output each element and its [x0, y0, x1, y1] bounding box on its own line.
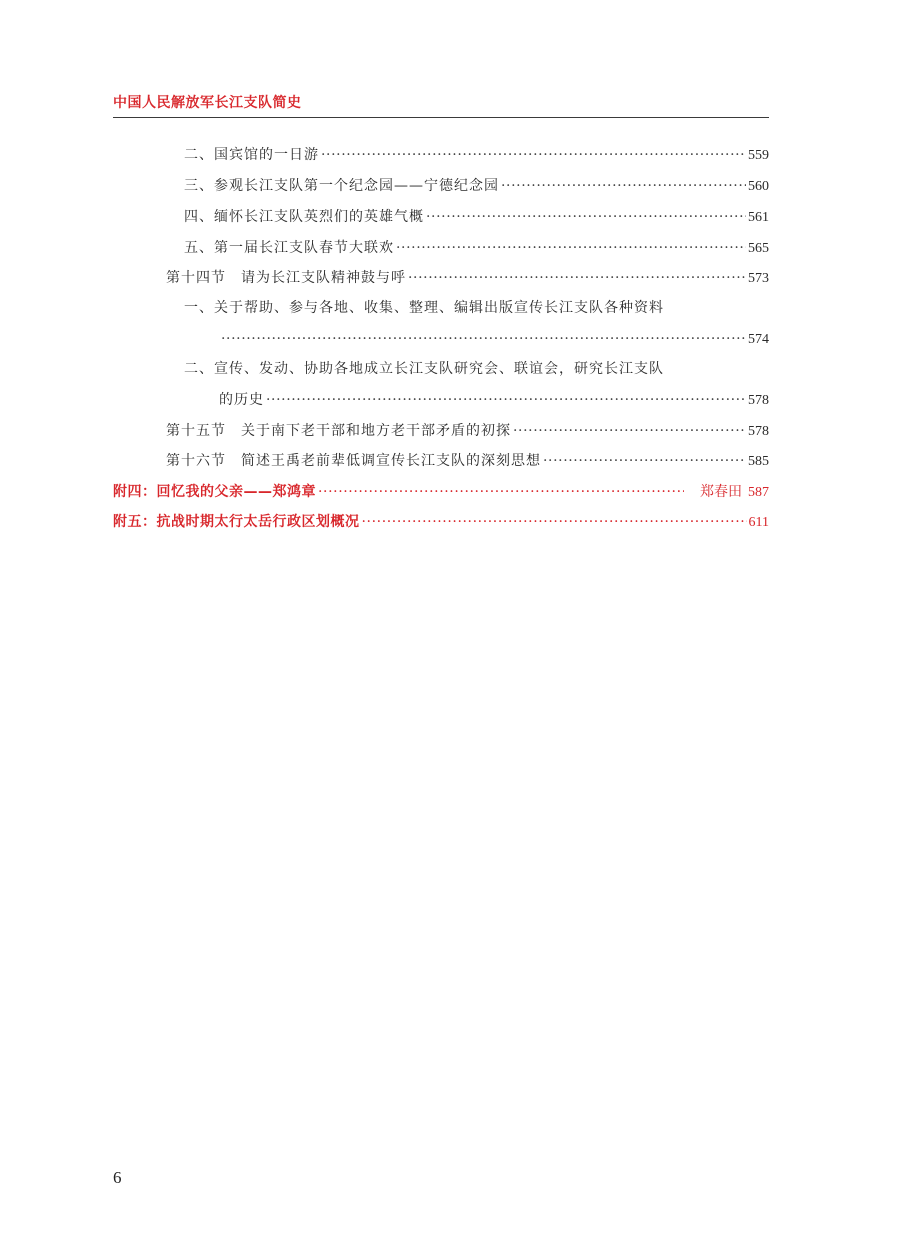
toc-entry-wrapped-first-line[interactable]	[184, 357, 769, 381]
toc-entry-title: 一、关于帮助、参与各地、收集、整理、编辑出版宣传长江支队各种资料	[184, 300, 664, 316]
dot-leader	[513, 419, 746, 443]
toc-entry-title: 第十六节 简述王禹老前辈低调宣传长江支队的深刻思想	[166, 453, 541, 469]
page-number: 6	[113, 1168, 122, 1187]
toc-entry-title: 三、参观长江支队第一个纪念园——宁德纪念园	[184, 178, 499, 194]
toc-entry[interactable]	[184, 236, 769, 260]
toc-entry-title: 二、国宾馆的一日游	[184, 147, 319, 163]
dot-leader	[266, 388, 746, 412]
toc-entry-title: 四、缅怀长江支队英烈们的英雄气概	[184, 209, 424, 225]
toc-entry-page: 587	[748, 485, 769, 500]
dot-leader	[362, 510, 747, 534]
toc-entry-page: 611	[748, 515, 769, 530]
toc-entry-wrapped-first-line[interactable]	[184, 296, 769, 320]
toc-entry-page: 560	[748, 179, 769, 194]
toc-entry-title: 二、宣传、发动、协助各地成立长江支队研究会、联谊会，研究长江支队	[184, 361, 664, 377]
toc-entry-appendix[interactable]	[113, 480, 769, 504]
dot-leader	[501, 174, 746, 198]
toc-entry-section[interactable]	[166, 419, 769, 443]
toc-entry-section[interactable]	[166, 449, 769, 473]
toc-entry-page: 565	[748, 241, 769, 256]
toc-entry-page: 585	[748, 454, 769, 469]
toc-entry-title: 第十四节 请为长江支队精神鼓与呼	[166, 270, 406, 286]
toc-entry-section[interactable]	[166, 266, 769, 290]
toc-entry-page: 578	[748, 424, 769, 439]
toc-entry-page: 578	[748, 393, 769, 408]
toc-entry-page: 573	[748, 271, 769, 286]
toc-entry[interactable]	[184, 174, 769, 198]
dot-leader	[318, 480, 684, 504]
dot-leader	[543, 449, 746, 473]
dot-leader	[408, 266, 746, 290]
toc-entry-title: 五、第一届长江支队春节大联欢	[184, 240, 394, 256]
toc-entry[interactable]	[184, 205, 769, 229]
toc-entry-appendix[interactable]	[113, 510, 769, 534]
toc-entry[interactable]	[184, 143, 769, 167]
toc-entry-author: 郑春田	[700, 484, 742, 500]
dot-leader	[396, 236, 746, 260]
toc-entry-title: 附五：抗战时期太行太岳行政区划概况	[113, 514, 360, 530]
toc-entry-continuation[interactable]	[219, 327, 769, 351]
toc-entry-title: 附四：回忆我的父亲——郑鸿章	[113, 484, 316, 500]
dot-leader	[221, 327, 746, 351]
running-head: 中国人民解放军长江支队简史	[113, 95, 302, 111]
toc-entry-title: 第十五节 关于南下老干部和地方老干部矛盾的初探	[166, 423, 511, 439]
toc-entry-title-cont: 的历史	[219, 392, 264, 408]
dot-leader	[426, 205, 746, 229]
toc-entry-page: 561	[748, 210, 769, 225]
toc-entry-page: 574	[748, 332, 769, 347]
dot-leader	[321, 143, 746, 167]
toc-entry-continuation[interactable]	[219, 388, 769, 412]
toc-entry-page: 559	[748, 148, 769, 163]
